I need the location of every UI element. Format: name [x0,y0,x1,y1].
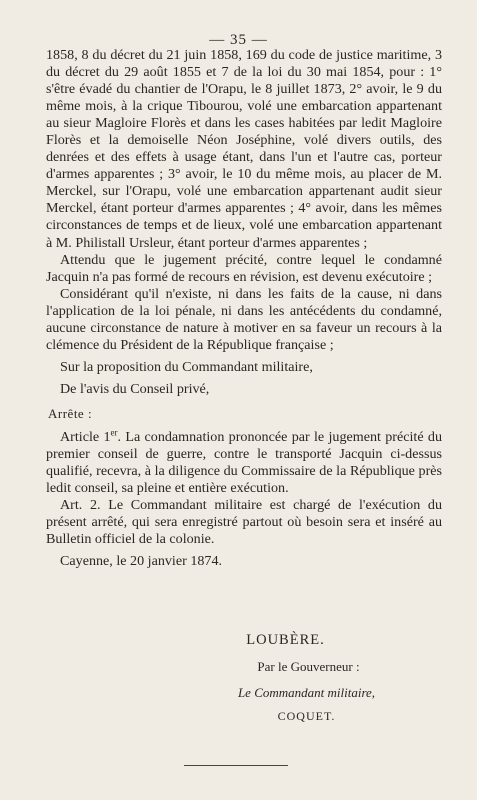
commandant-title: Le Commandant militaire, [237,685,376,700]
closing-rule [184,765,288,766]
paragraph-avis: De l'avis du Conseil privé, [60,380,210,397]
page-number: — 35 — [209,32,268,48]
date-line: Cayenne, le 20 janvier 1874. [60,553,223,570]
signature-governor: LOUBÈRE. [246,632,325,648]
article-1-text: . La condamnation prononcée par le jugement précité du premier conseil de guerre, contre le transporté Jacquin ci-dessus qualifié, recevra, à la diligence du Commissaire de la République près ledit conseil, sa pleine et entière exécution. [46,428,443,497]
paragraph-charges: 1858, 8 du décret du 21 juin 1858, 169 du code de justice maritime, 3 du décret du 29 août 1855 et 7 de la loi du 30 mai 1854, pour : 1° s'être évadé du chantier de l'Orapu, le 8 juillet 1873, 2° avoir, le 9 du même mois, à la crique Tibourou, volé une embarcation appartenant au sieur Magloire Florès et dans les cases habitées par ledit Magloire Florès et la demoiselle Néon Joséphine, volé divers outils, des denrées et des effets à usage étant, dans l'un et l'autre cas, porteur d'armes apparentes ; 3° avoir, le 10 du même mois, au placer de M. Merckel, sur l'Orapu, volé une embarcation appartenant audit sieur Merckel, étant porteur d'armes apparentes ; 4° avoir, dans les mêmes circonstances de temps et de lieux, volé une embarcation appartenant à M. Philistall Ursleur, étant porteur d'armes apparentes ; [46,47,442,251]
paragraph-considerant: Considérant qu'il n'existe, ni dans les faits de la cause, ni dans l'application de la loi pénale, ni dans les antécédents du condamné, aucune circonstance de nature à motiver en sa faveur un recours à la clémence du Président de la République française ; [46,285,442,353]
article-1 [46,429,442,497]
article-1-prefix: Article 1 [60,428,111,445]
article-1-superscript: er [110,427,118,438]
arrete-heading: Arrête : [48,405,93,421]
by-governor-line: Par le Gouverneur : [257,659,360,674]
article-2: Art. 2. Le Commandant militaire est chargé de l'exécution du présent arrêté, qui sera enregistré partout où besoin sera et inséré au Bulletin officiel de la colonie. [46,497,442,548]
paragraph-attendu: Attendu que le jugement précité, contre lequel le condamné Jacquin n'a pas formé de recours en révision, est devenu exécutoire ; [46,251,442,285]
paragraph-proposition: Sur la proposition du Commandant militaire, [60,358,313,375]
signature-commandant: COQUET. [277,709,336,723]
document-body [46,47,442,570]
